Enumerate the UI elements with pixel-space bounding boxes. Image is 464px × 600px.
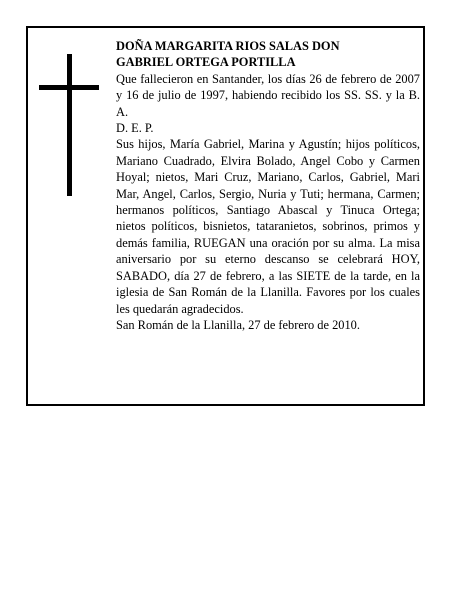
deceased-name (116, 38, 420, 71)
cross-icon-horizontal (39, 85, 99, 90)
obituary-content (116, 38, 420, 333)
deceased-name-line2: GABRIEL ORTEGA PORTILLA (116, 55, 296, 70)
dep-text: D. E. P. (116, 121, 154, 136)
cross-icon-vertical (67, 54, 72, 196)
obituary-notice (26, 26, 425, 406)
intro-text: Que fallecieron en Santander, los días 26 de febrero de 2007 y 16 de julio de 1997, habiendo recibido los SS. SS. y la B. A. (116, 71, 420, 119)
closing-text: San Román de la Llanilla, 27 de febrero de 2010. (116, 317, 360, 332)
body-text: Sus hijos, María Gabriel, Marina y Agustín; hijos políticos, Mariano Cuadrado, Elvira Bolado, Angel Cobo y Carmen Hoyal; nietos, Mari Cruz, Mariano, Carlos, Gabriel, Mari Mar, Angel, Carlos, Sergio, Nuria y Tuti; hermana, Carmen; hermanos políticos, Santiago Abascal y Tinuca Ortega; nietos políticos, bisnietos, tataranietos, sobrinos, primos y demás familia, RUEGAN una oración por su alma. La misa aniversario por su eterno descanso se celebrará HOY, SABADO, día 27 de febrero, a las SIETE de la tarde, en la iglesia de San Román de la Llanilla. Favores por los cuales les quedarán agradecidos. (116, 137, 420, 316)
deceased-name-line1: DOÑA MARGARITA RIOS SALAS DON (116, 39, 340, 53)
